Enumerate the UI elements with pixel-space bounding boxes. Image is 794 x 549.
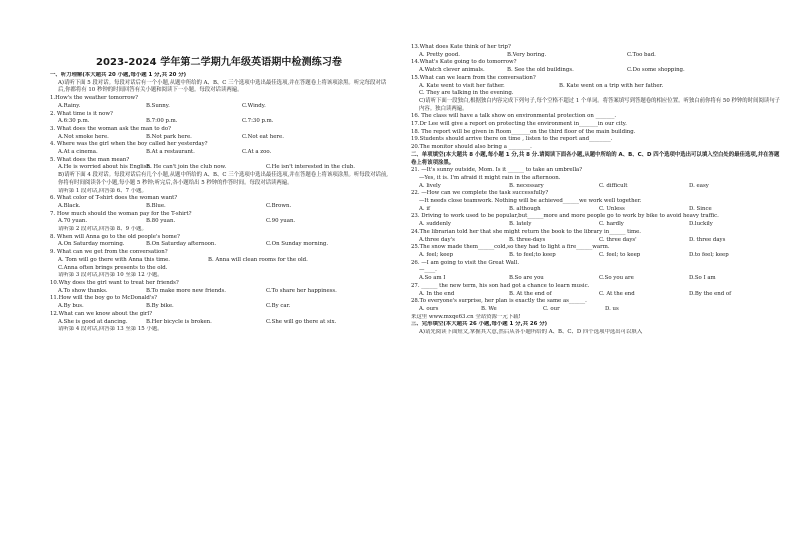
option: A.Rainy. [58,102,81,109]
option: A.Not smoke here. [58,133,109,140]
question-26-response: —____. [419,267,437,274]
question-1-options [50,103,388,111]
option: A.Watch clever animals. [419,67,485,74]
option: C. our [543,305,560,312]
option: B. to feel;to keep [509,251,556,258]
option: C. difficult [599,182,628,189]
question-2: 2. What time is it now? [50,110,113,117]
option: B.On Saturday afternoon. [146,241,217,248]
option: B.By bike. [146,303,174,310]
question-8: 8. When will Anna go to the old people's home? [50,233,180,240]
question-26-options [411,275,781,283]
option: B. necessary [509,182,544,189]
option: D.to feel; keep [689,251,729,258]
question-28: 28.To everyone's surprise, her plan is exactly the same as______. [411,298,587,305]
question-9-options-ab [50,257,388,265]
option: A. In the end [419,290,455,297]
option: D.luckily [689,221,713,228]
left-column [50,72,388,334]
option: D. Since [689,205,712,212]
question-10: 10.Why does the girl want to treat her friends? [50,279,179,286]
option: B.7:00 p.m. [146,118,178,125]
question-24: 24.The librarian told her that she might return the book to the library in______ time. [411,228,642,235]
question-2-options [50,118,388,126]
option: A.He is worried about his English. [58,164,152,171]
option: B. lately [509,221,532,228]
option: A. Tom will go there with Anna this time. [58,256,170,263]
option: A.So am I [419,275,446,282]
option: A. feel; keep [419,251,454,258]
option: B.At a restaurant. [146,149,195,156]
question-9: 9. What can we get from the conversation? [50,249,168,256]
question-7-options [50,218,388,226]
option: B.To make more new friends. [146,287,227,294]
question-18: 18. The report will be given in Room_______on the third floor of the main building. [411,128,636,135]
question-7: 7. How much should the woman pay for the T-shirt? [50,210,192,217]
option: A.By bus. [58,303,84,310]
option: A. Kate went to visit her father. [419,82,505,89]
question-12-options [50,319,388,327]
question-28-options [411,306,781,314]
option: C. three days' [599,236,637,243]
question-15-options-ab [411,83,781,91]
option: B. although [509,205,541,212]
option: C. At the end [599,290,635,297]
option: A. if [419,205,431,212]
option: C.Not eat here. [242,133,284,140]
question-23-options [411,221,781,229]
question-13-options [411,52,781,60]
question-10-options [50,288,388,296]
question-16: 16. The class will have a talk show on environmental protection on _______. [411,113,617,120]
option: B.Blue. [146,202,166,209]
question-4: 4. Where was the girl when the boy called her yesterday? [50,141,208,148]
option: C.7:30 p.m. [242,118,274,125]
right-column [411,44,781,337]
dialogue-2-prompt: 请听第 2 段对话,回答第 8、9 小题。 [58,226,147,233]
question-4-options [50,149,388,157]
option: B.Sunny. [146,102,170,109]
option: A. lively [419,182,441,189]
section-heading-multiple-choice: 二、单项填空(本大题共 8 小题,每小题 1 分,共 8 分.请阅读下面各小题,从题中所给的 A、B、C、D 四个选项中选出可以填入空白处的最佳选项,并在答题卷上将该项涂黑。 [411,151,780,166]
question-9-option-c: C.Anna often brings presents to the old. [58,264,168,271]
question-26: 26. —I am going to visit the Great Wall. [411,259,520,266]
option: C.Too bad. [627,51,656,58]
option: A.6:30 p.m. [58,118,90,125]
option: B. Anna will clean rooms for the old. [208,256,308,263]
option: C.Brown. [266,202,292,209]
instruction-a: A)请听下面 5 段对话。每段对话后有一个小题,从题中所给的 A、B、C 三个选项中选出最佳选项,并在答题卷上将该项涂黑。听完每段对话后,你都将有 10 秒钟的时间回答有关小题和阅读下一小题。每段对话读两遍。 [58,79,387,94]
option: C. hardly [599,221,624,228]
option: B.Very boring. [507,51,547,58]
question-15: 15.What can we learn from the conversation? [411,74,536,81]
question-5-options [50,164,388,172]
question-12: 12.What can we know about the girl? [50,310,153,317]
question-19: 19.Students should arrive there on time , listen to the report and________. [411,136,613,143]
question-13: 13.What does Kate think of her trip? [411,44,511,50]
page-title: 2023-2024 学年第二学期九年级英语期中检测练习卷 [95,57,343,68]
question-24-options [411,237,781,245]
watermark-text: 来这里 www.mxqe63.cn 全站资源一元下载! [411,313,521,320]
option: B. We [481,305,497,312]
option: B.So are you [509,275,544,282]
question-14: 14.What's Kate going to do tomorrow? [411,59,517,66]
section-heading-cloze: 三、完形填空(本大题共 26 小题,每小题 1 分,共 26 分) [411,321,548,328]
question-22: 22. —How can we complete the task successfully? [411,190,549,197]
question-1: 1.How's the weather tomorrow? [50,95,139,102]
question-5: 5. What does the man mean? [50,156,130,163]
question-11-options [50,303,388,311]
question-20: 20.The monitor should also bring a ________. [411,144,532,151]
question-25-options [411,252,781,260]
option: A.three day's [419,236,455,243]
question-21-options [411,183,781,191]
option: C.At a zoo. [242,149,272,156]
option: D. us [605,305,619,312]
option: B. See the old buildings. [507,67,574,74]
option: C.By car. [266,303,291,310]
option: C.On Sunday morning. [266,241,329,248]
option: A.At a cinema. [58,149,98,156]
question-22-response: —It needs close teamwork. Nothing will be achieved______we work well together. [419,198,642,205]
option: A.On Saturday morning. [58,241,125,248]
option: B. He can't join the club now. [146,164,227,171]
option: C.To share her happiness. [266,287,337,294]
dialogue-1-prompt: 请听第 1 段对话,回答第 6、7 小题。 [58,187,147,194]
question-8-options [50,241,388,249]
option: D. easy [689,182,709,189]
question-11: 11.How will the boy go to McDonald's? [50,295,157,302]
option: B.Not park here. [146,133,192,140]
question-25: 25.The snow made them______cold,so they had to light a fire______warm. [411,244,610,251]
option: C.Do some shopping. [627,67,685,74]
option: D.So I am [689,275,716,282]
question-27-options [411,291,781,299]
question-15-option-c: C. They are talking in the evening. [419,90,514,97]
option: B. three-days [509,236,546,243]
option: B. Kate went on a trip with her father. [559,82,664,89]
option: A.To show thanks. [58,287,108,294]
question-3-options [50,134,388,142]
option: D. three days [689,236,726,243]
option: B.Her bicycle is broken. [146,318,212,325]
option: A.70 yuan. [58,218,88,225]
question-3: 3. What does the woman ask the man to do? [50,125,171,132]
option: C.Windy. [242,102,266,109]
option: B. At the end of [509,290,552,297]
option: A.She is good at dancing. [58,318,128,325]
question-21-response: —Yes, it is. I'm afraid it might rain in the afternoon. [419,174,561,181]
option: C.He isn't interested in the club. [266,164,356,171]
question-6-options [50,203,388,211]
option: A. ours [419,305,439,312]
question-21: 21. —It's sunny outside, Mom. Is it ______ to take an umbrella? [411,167,583,174]
option: C.90 yuan. [266,218,296,225]
instruction-b: B)请听下面 4 段对话。每段对话后有几个小题,从题中所给的 A、B、C 三个选项中选出最佳选项,并在答题卷上将该项涂黑。听每段对话前,你将有时间阅读各个小题,每小题 5 秒钟;听完后,各小题给出 5 秒钟的作答时间。每段对话读两遍。 [58,172,388,186]
question-23: 23. Driving to work used to be popular,but______more and more people go to work by bike to avoid heavy traffic. [411,213,719,220]
option: D.By the end of [689,290,732,297]
option: A.Black. [58,202,81,209]
section-heading-listening: 一、听力理解(本大题共 20 小题,每小题 1 分,共 20 分) [50,72,187,78]
instruction-c: C)请听下面一段独白,根据独白内容完成下列句子,每个空格不超过 1 个单词。将答案填写到答题卷的相应位置。听独白前你将有 50 秒钟的时间阅读句子内容。独白读两遍。 [419,97,781,112]
dialogue-3-prompt: 请听第 3 段对话,回答第 10 至第 12 小题。 [58,272,163,279]
option: C.So you are [599,275,634,282]
option: C. feel; to keep [599,251,641,258]
option: A. suddenly [419,221,451,228]
question-27: 27. ______ the new term, his son had got a chance to learn music. [411,282,590,289]
option: C. Unless [599,205,625,212]
dialogue-4-prompt: 请听第 4 段对话,回答第 13 至第 15 小题。 [58,326,163,333]
option: C.She will go there at six. [266,318,337,325]
question-14-options [411,67,781,75]
question-22-options [411,206,781,214]
instruction-cloze: A)请先阅读下面短文,掌握其大意,然后从各小题所给的 A、B、C、D 四个选项中选出可以填入 [419,329,643,336]
question-17: 17.Dr Lee will give a report on protecting the environment in_______in our city. [411,121,627,128]
option: B.80 yuan. [146,218,176,225]
question-6: 6. What color of T-shirt does the woman want? [50,195,178,202]
option: A. Pretty good. [419,51,460,58]
